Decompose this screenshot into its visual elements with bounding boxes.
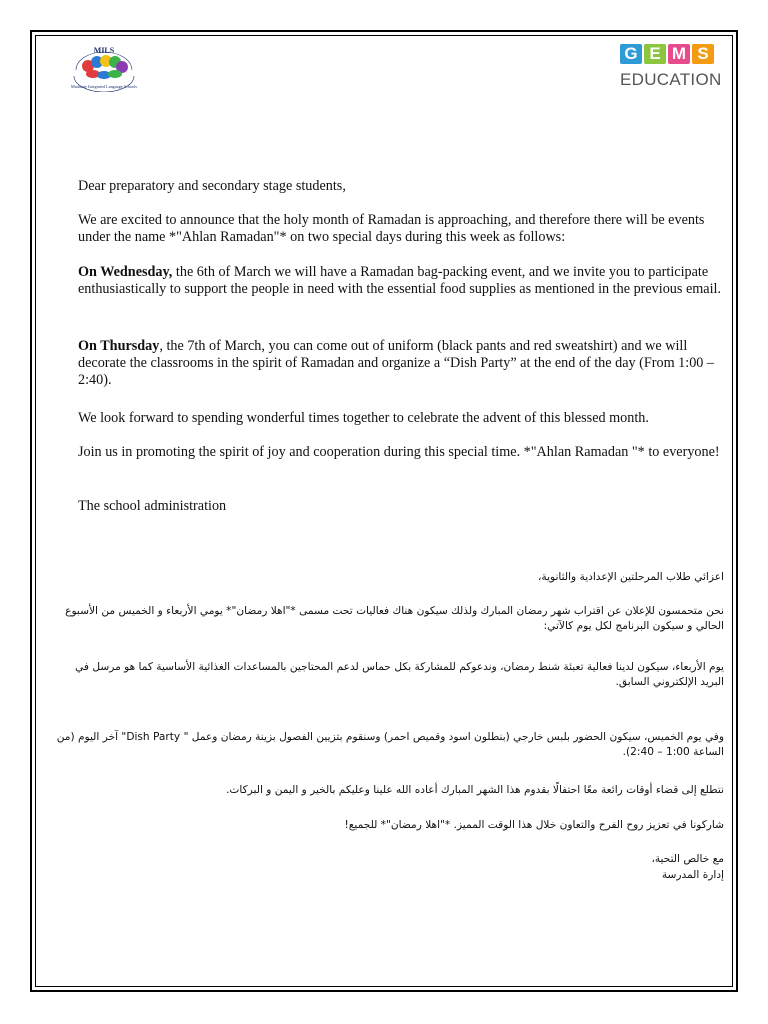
- wednesday-label: On Wednesday,: [78, 264, 173, 280]
- arabic-greeting: اعزائي طلاب المرحلتين الإعدادية والثانوية،: [537, 571, 724, 583]
- arabic-paragraph-lookforward: نتطلع إلى قضاء أوقات رائعة معًا احتفالًا بقدوم هذا الشهر المبارك أعاده الله علينا وعليكم بالخير و اليمن و البركات.: [226, 784, 724, 796]
- english-paragraph-lookforward: We look forward to spending wonderful times together to celebrate the advent of this blessed month.: [78, 410, 649, 426]
- arabic-paragraph-join: شاركونا في تعزيز روح الفرح والتعاون خلال هذا الوقت المميز. *"اهلا رمضان"* للجميع!: [344, 819, 724, 831]
- gems-letter-m: M: [668, 44, 690, 64]
- english-greeting: Dear preparatory and secondary stage students,: [78, 178, 346, 194]
- thursday-text: , the 7th of March, you can come out of uniform (black pants and red sweatshirt) and we will decorate the classrooms in the spirit of Ramadan and organize a “Dish Party” at the end of the day (From 1:00 – 2:40).: [78, 338, 715, 388]
- gems-letter-g: G: [620, 44, 642, 64]
- arabic-closing: مع خالص التحية،: [651, 853, 724, 865]
- arabic-paragraph-intro: نحن متحمسون للإعلان عن اقتراب شهر رمضان المبارك ولذلك سيكون هناك فعاليات تحت مسمى *"اهلا رمضان"* يومي الأربعاء و الخميس من الأسبوع الحالي و سيكون البرنامج لكل يوم كالآتي:: [65, 605, 724, 632]
- gems-letter-e: E: [644, 44, 666, 64]
- mils-logo: [66, 44, 142, 92]
- wednesday-text: the 6th of March we will have a Ramadan bag-packing event, and we invite you to participate enthusiastically to support the people in need with the essential food supplies as mentioned in the previous email.: [78, 264, 722, 297]
- english-paragraph-thursday: [78, 338, 728, 389]
- mils-logo-title: MILS: [93, 46, 115, 55]
- gems-wordmark: [620, 44, 714, 66]
- mils-logo-ring-text: Madinaty Integrated Language Schools: [71, 84, 137, 89]
- gems-education-logo: [620, 44, 722, 92]
- gems-letter-s: S: [692, 44, 714, 64]
- english-paragraph-join: Join us in promoting the spirit of joy and cooperation during this special time. *"Ahlan Ramadan "* to everyone!: [78, 444, 720, 460]
- thursday-label: On Thursday: [78, 338, 160, 354]
- english-paragraph-wednesday: [78, 264, 728, 298]
- arabic-paragraph-wednesday: يوم الأربعاء، سيكون لدينا فعالية تعبئة شنط رمضان، وندعوكم للمشاركة بكل حماس لدعم المحتاجين بالمساعدات الغذائية الأساسية كما هو مرسل في البريد الإلكتروني السابق.: [75, 661, 724, 688]
- arabic-signoff: إدارة المدرسة: [661, 869, 724, 881]
- gems-education-word: EDUCATION: [620, 70, 722, 89]
- arabic-paragraph-thursday: وفي يوم الخميس، سيكون الحضور بلبس خارجي (بنطلون اسود وقميص احمر) وسنقوم بتزيين الفصول بزينة رمضان وعمل " Dish Party" آخر اليوم (من الساعة 1:00 – 2:40).: [56, 731, 724, 758]
- english-signoff: The school administration: [78, 498, 227, 514]
- english-paragraph-intro: We are excited to announce that the holy month of Ramadan is approaching, and therefore there will be events under the name *"Ahlan Ramadan"* on two special days during this week as follows:: [78, 212, 705, 245]
